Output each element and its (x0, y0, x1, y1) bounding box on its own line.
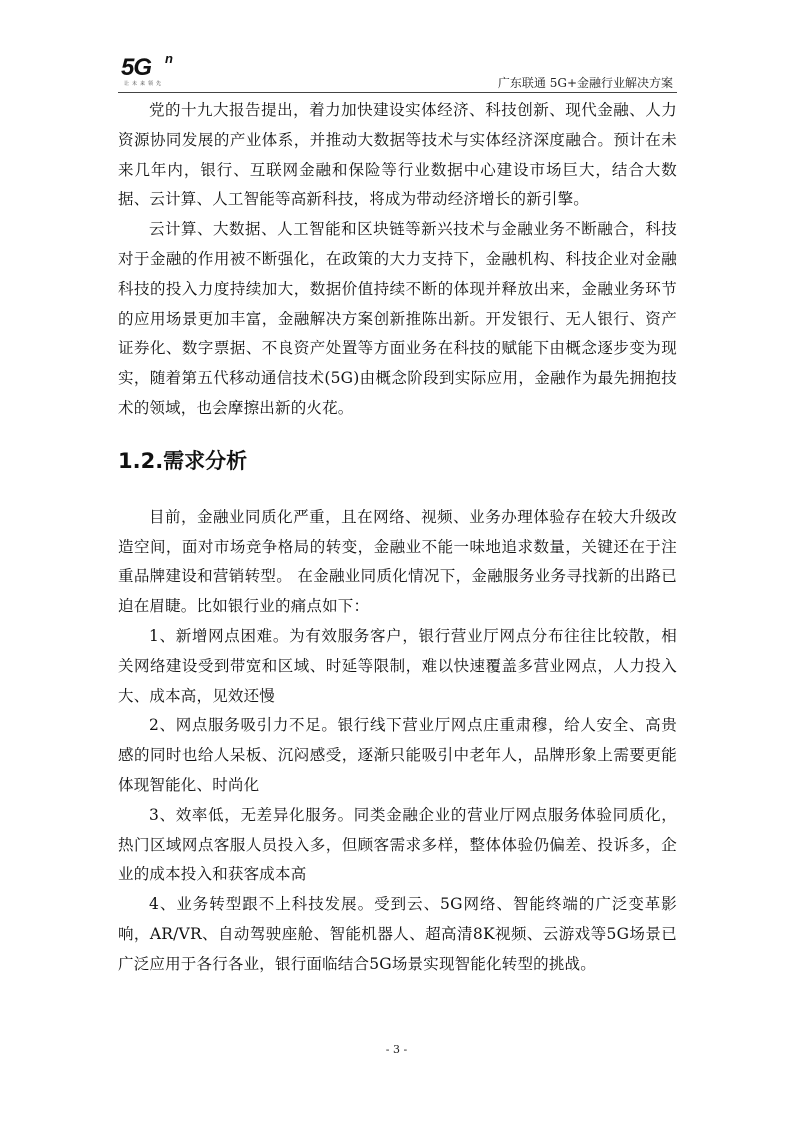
pain-point-4: 4、业务转型跟不上科技发展。受到云、5G网络、智能终端的广泛变革影响，AR/VR、自动驾驶座舱、智能机器人、超高清8K视频、云游戏等5G场景已广泛应用于各行各业，银行面临结合5G场景实现智能化转型的挑战。 (118, 895, 677, 973)
logo-superscript: n (165, 51, 173, 66)
intro-paragraph-2: 云计算、大数据、人工智能和区块链等新兴技术与金融业务不断融合，科技对于金融的作用被不断强化，在政策的大力支持下，金融机构、科技企业对金融科技的投入力度持续加大，数据价值持续不断的体现并释放出来，金融业务环节的应用场景更加丰富，金融解决方案创新推陈出新。开发银行、无人银行、资产证券化、数字票据、不良资产处置等方面业务在科技的赋能下由概念逐步变为现实，随着第五代移动通信技术(5G)由概念阶段到实际应用，金融作为最先拥抱技术的领域，也会摩擦出新的火花。 (118, 220, 677, 417)
page-number: - 3 - (385, 1043, 408, 1056)
analysis-paragraph-1: 目前，金融业同质化严重，且在网络、视频、业务办理体验存在较大升级改造空间，面对市场竞争格局的转变，金融业不能一味地追求数量，关键还在于注重品牌建设和营销转型。 在金融业同质化情况下，金融服务业务寻找新的出路已迫在眉睫。比如银行业的痛点如下： (118, 507, 677, 616)
section-heading: 1.2.需求分析 (118, 448, 248, 473)
logo-slogan: 让未来领先 (124, 81, 165, 87)
page-content (118, 96, 677, 980)
intro-paragraph-1: 党的十九大报告提出，着力加快建设实体经济、科技创新、现代金融、人力资源协同发展的产业体系，并推动大数据等技术与实体经济深度融合。预计在未来几年内，银行、互联网金融和保险等行业数据中心建设市场巨大，结合大数据、云计算、人工智能等高新科技，将成为带动经济增长的新引擎。 (118, 101, 677, 209)
header-title: 广东联通 5G+金融行业解决方案 (497, 76, 673, 90)
pain-point-2: 2、网点服务吸引力不足。银行线下营业厅网点庄重肃穆，给人安全、高贵感的同时也给人呆板、沉闷感受，逐渐只能吸引中老年人，品牌形象上需要更能体现智能化、时尚化 (118, 716, 677, 794)
pain-point-3: 3、效率低，无差异化服务。同类金融企业的营业厅网点服务体验同质化，热门区域网点客服人员投入多，但顾客需求多样，整体体验仍偏差、投诉多，企业的成本投入和获客成本高 (118, 805, 677, 884)
header-divider (118, 92, 677, 93)
page-header (118, 48, 677, 93)
logo-text: 5G (121, 54, 152, 81)
5g-logo (121, 51, 191, 91)
pain-point-1: 1、新增网点困难。为有效服务客户，银行营业厅网点分布往往比较散，相关网络建设受到带宽和区域、时延等限制，难以快速覆盖多营业网点，人力投入大、成本高，见效还慢 (118, 626, 677, 705)
